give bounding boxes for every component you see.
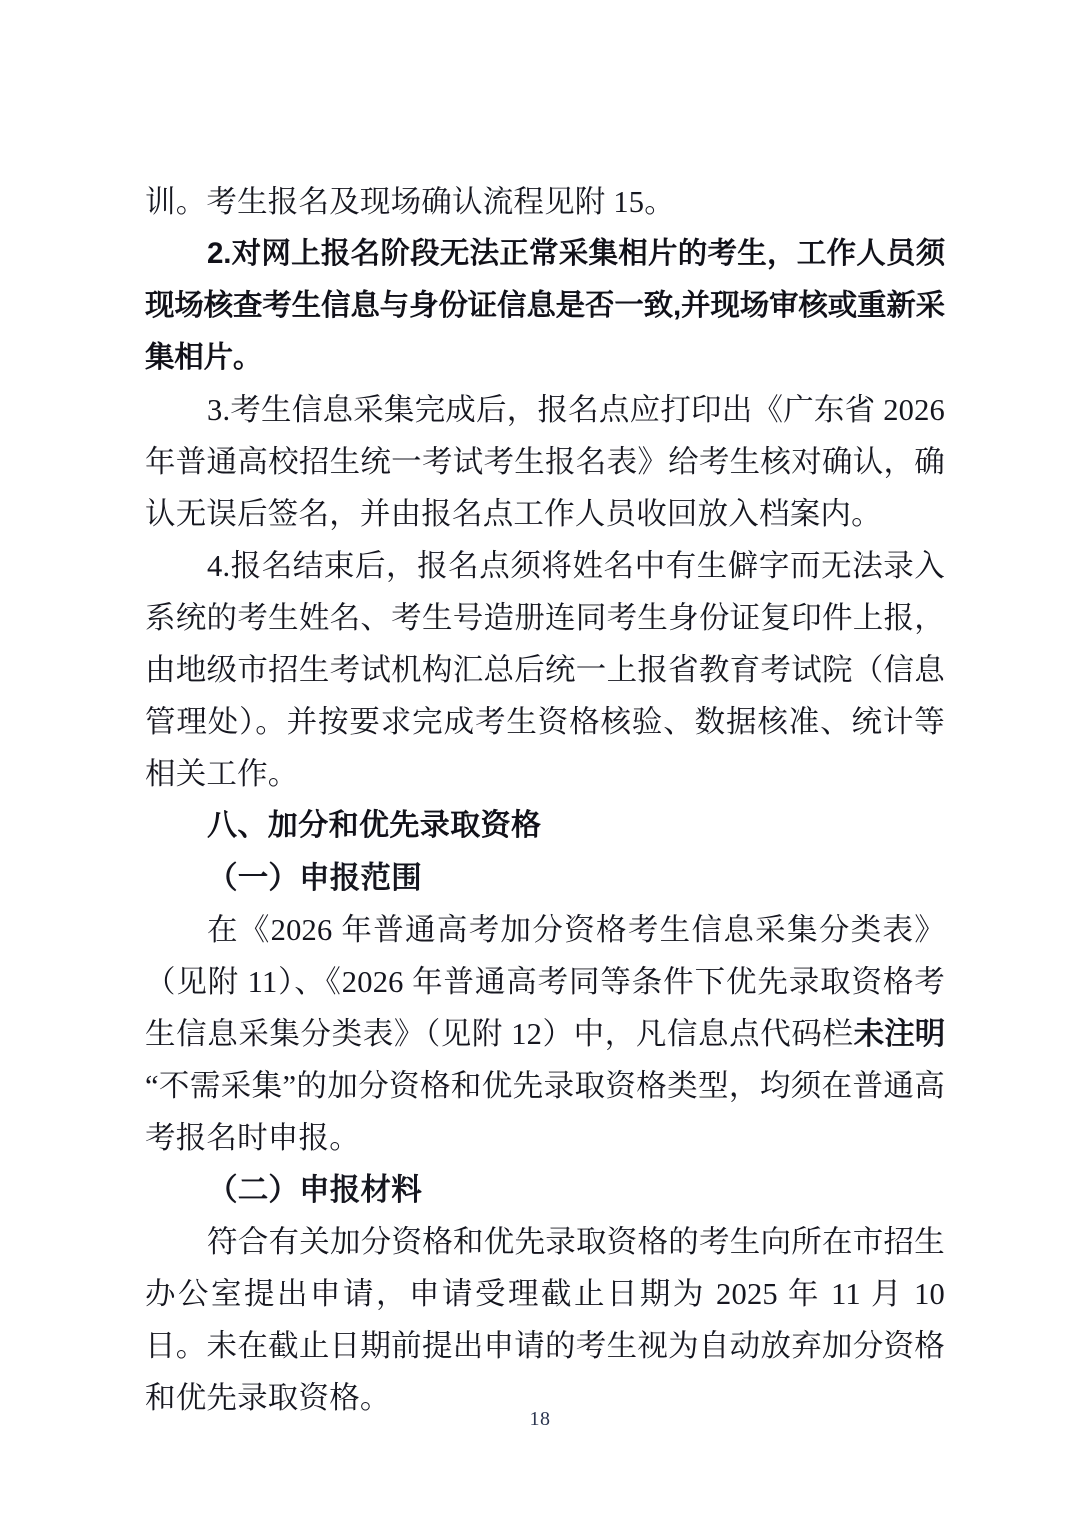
paragraph-application-materials: 符合有关加分资格和优先录取资格的考生向所在市招生办公室提出申请，申请受理截止日期为 2025 年 11 月 10 日。未在截止日期前提出申请的考生视为自动放弃加分资格和优先录取资格。 (145, 1225, 945, 1415)
scope-text-emphasis: 未注明 (853, 1017, 946, 1051)
paragraph-item-4: 4.报名结束后，报名点须将姓名中有生僻字而无法录入系统的考生姓名、考生号造册连同考生身份证复印件上报，由地级市招生考试机构汇总后统一上报省教育考试院（信息管理处）。并按要求完成考生资格核验、数据核准、统计等相关工作。 (145, 549, 945, 791)
page-content (145, 176, 945, 1424)
subsection-heading-one: （一）申报范围 (207, 861, 422, 895)
paragraph-continuation: 训。考生报名及现场确认流程见附 15。 (145, 185, 675, 219)
scope-text-lead: 在《2026 年普通高考加分资格考生信息采集分类表》（见附 11）、《2026 年普通高考同等条件下优先录取资格考生信息采集分类表》（见附 12）中，凡信息点代码栏 (145, 913, 945, 1051)
paragraph-item-3: 3.考生信息采集完成后，报名点应打印出《广东省 2026 年普通高校招生统一考试考生报名表》给考生核对确认，确认无误后签名，并由报名点工作人员收回放入档案内。 (145, 393, 945, 531)
page-number: 18 (529, 1408, 551, 1430)
section-heading-eight: 八、加分和优先录取资格 (207, 809, 542, 842)
paragraph-application-scope (145, 904, 945, 1164)
subsection-heading-two: （二）申报材料 (207, 1173, 422, 1207)
paragraph-item-2: 2.对网上报名阶段无法正常采集相片的考生，工作人员须现场核查考生信息与身份证信息是否一致,并现场审核或重新采集相片。 (145, 237, 945, 374)
scope-text-tail: “不需采集”的加分资格和优先录取资格类型，均须在普通高考报名时申报。 (145, 1069, 945, 1155)
